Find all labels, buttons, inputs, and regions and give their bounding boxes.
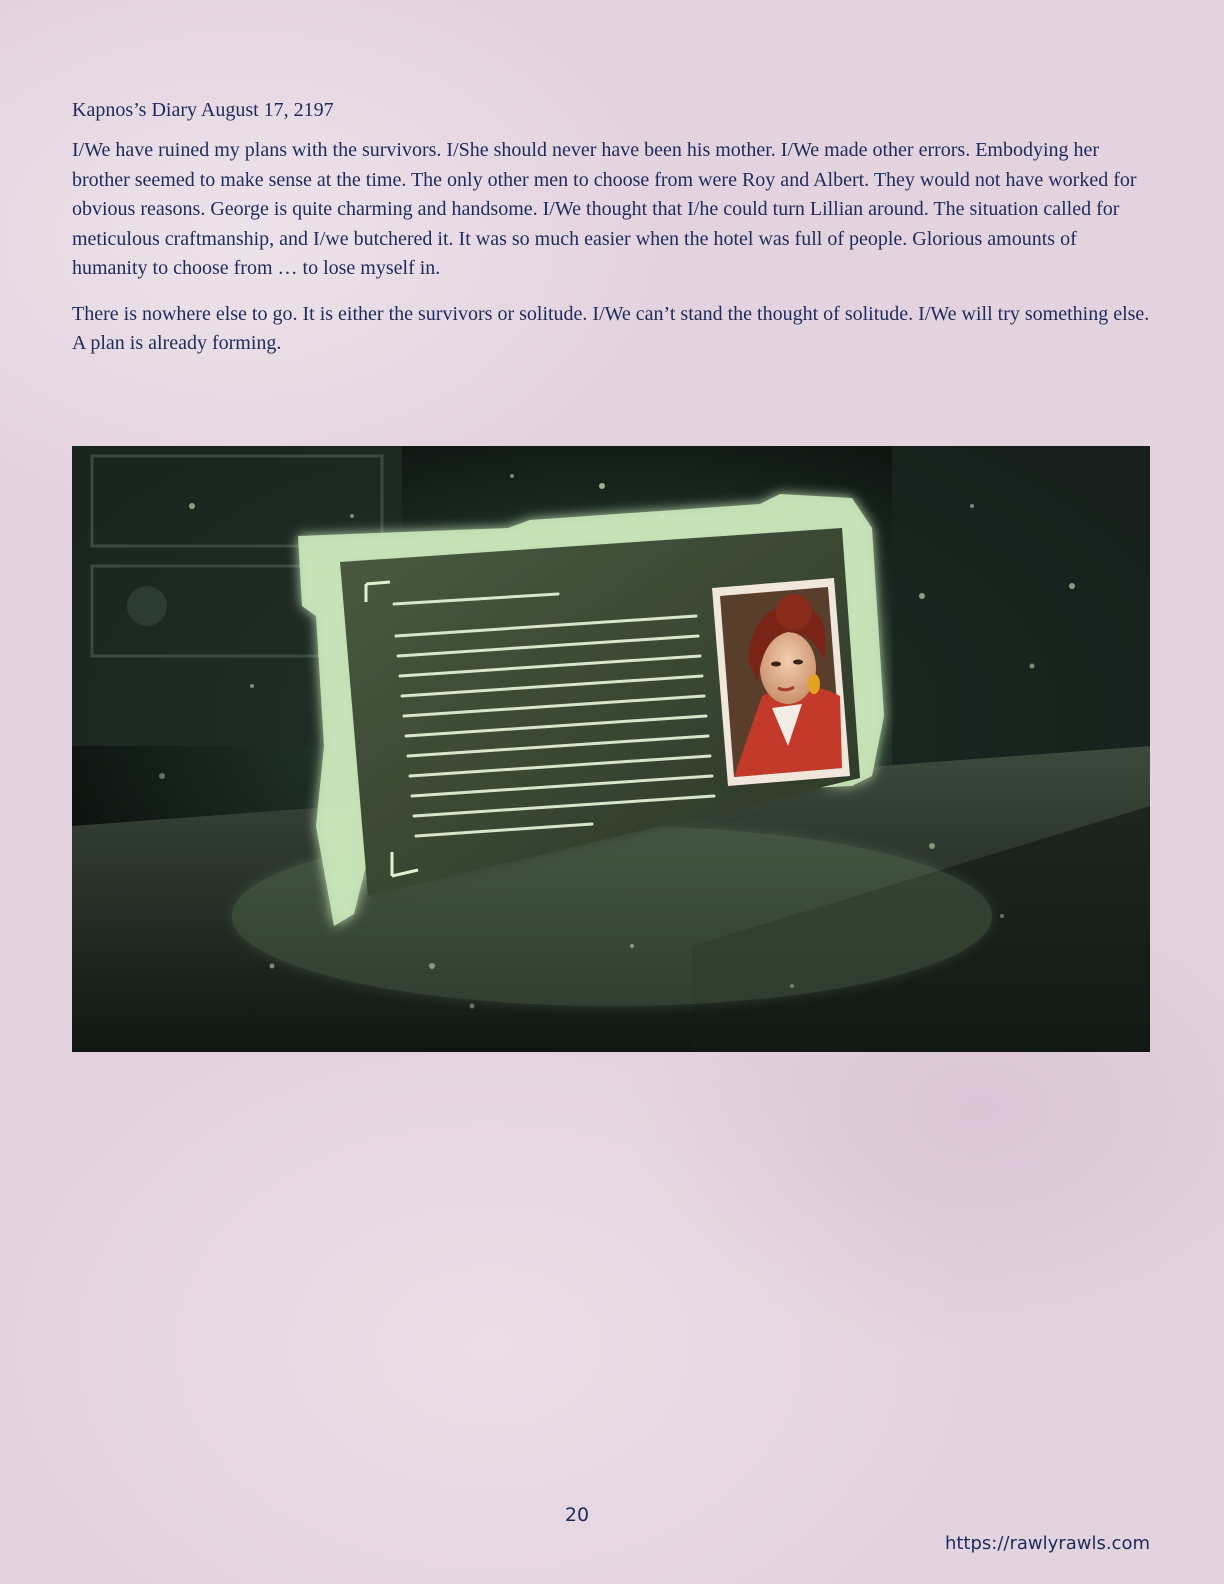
diary-paragraph-2: There is nowhere else to go. It is either the survivors or solitude. I/We can’t stand the thought of solitude. I/We will try something else. A plan is already forming. xyxy=(72,302,1150,354)
diary-paragraph-1: I/We have ruined my plans with the survivors. I/She should never have been his mother. I/We made other errors. Embodying her brother seemed to make sense at the time. The only other men to choose from were Roy and Albert. They would not have worked for obvious reasons. George is quite charming and handsome. I/We thought that I/he could turn Lillian around. The situation called for meticulous craftmanship, and I/we butchered it. It was so much easier when the hotel was full of people. Glorious amounts of humanity to choose from … to lose myself in. xyxy=(72,139,1137,279)
holographic-id-card-illustration xyxy=(72,446,1150,1052)
portrait-earring xyxy=(808,674,820,694)
right-wall-panel xyxy=(892,446,1150,776)
cabinet-knob xyxy=(127,586,167,626)
illustration-canvas xyxy=(72,446,1150,1052)
portrait xyxy=(712,578,850,786)
diary-entry xyxy=(72,96,1152,375)
page-number: 20 xyxy=(564,1504,590,1526)
diary-heading: Kapnos’s Diary August 17, 2197 xyxy=(72,99,334,121)
footer-url[interactable]: https://rawlyrawls.com xyxy=(944,1533,1150,1554)
